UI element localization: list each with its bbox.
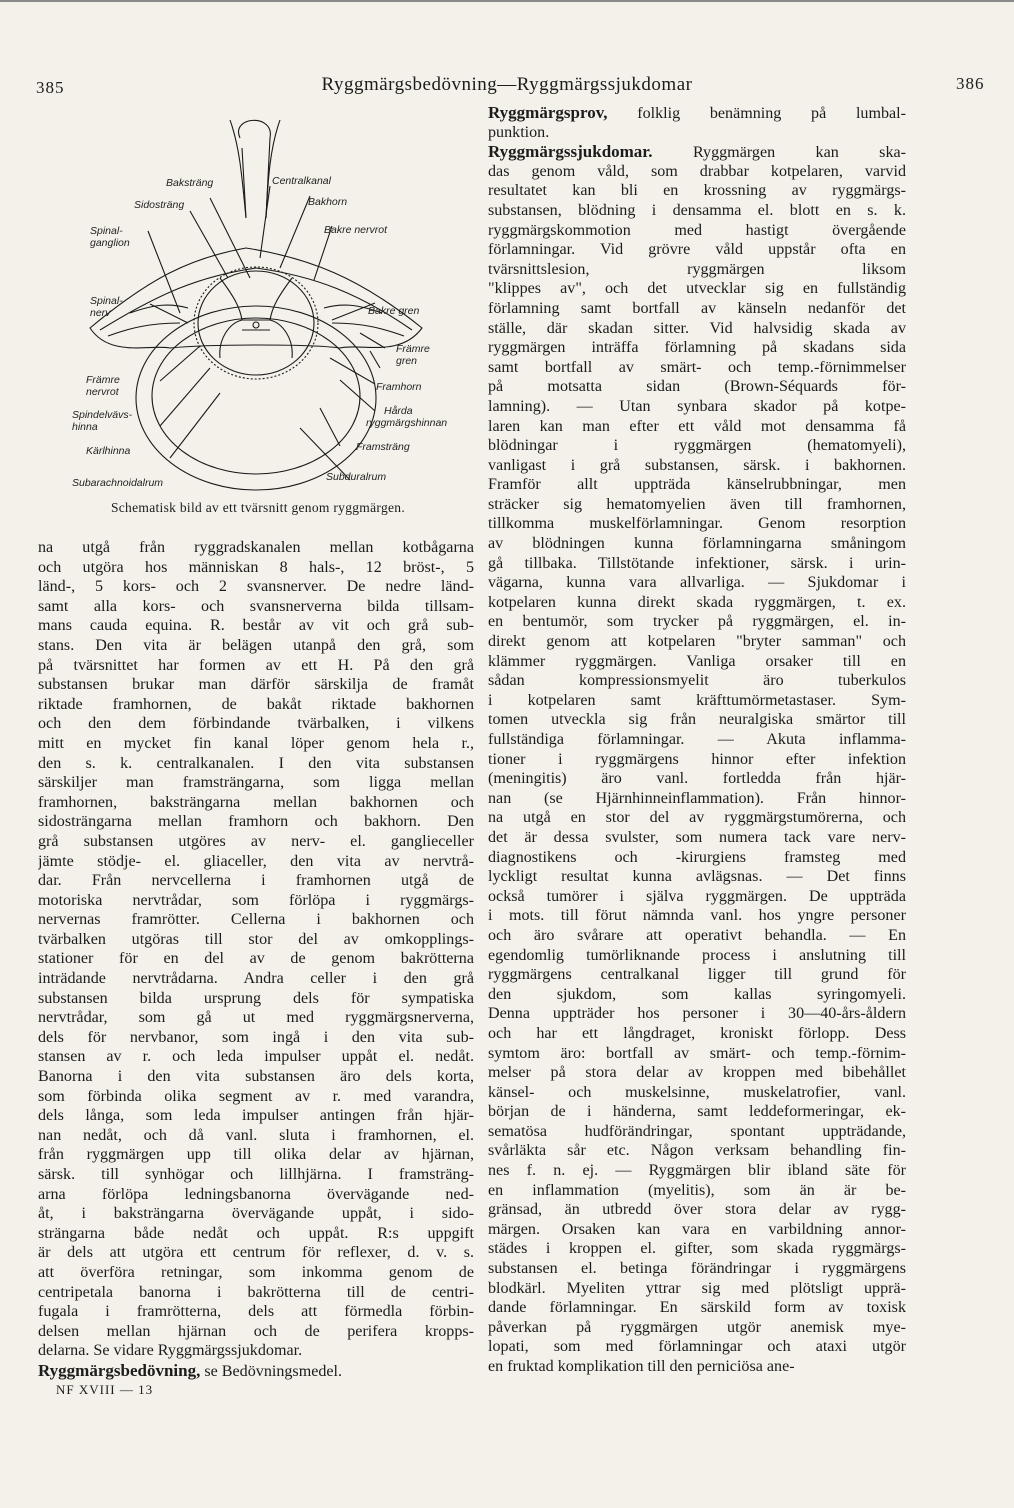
text-line: och har ett långdraget, kroniskt förlopp. Dess: [488, 1024, 906, 1042]
text-line: blodkärl. Myeliten yttrar sig med plötsligt upprä-: [488, 1279, 906, 1297]
entry-ryggmargssjukdomar: [488, 142, 906, 162]
text-line: en bentumör, som trycker på ryggmärgen, el. in-: [488, 613, 906, 631]
text-line: na utgå från ryggradskanalen mellan kotbågarna: [38, 539, 474, 556]
text-line: Banorna i den vita substansen äro dels korta,: [38, 1068, 474, 1086]
text-line: Denna uppträder hos personer i 30—40-års-åldern: [488, 1005, 906, 1023]
text-line: gränsad, än utbredd över stora delar av rygg-: [488, 1201, 906, 1219]
text-line: nervtrådar, som gå ut med ryggmärgsnerverna,: [38, 1009, 474, 1027]
left-text-column: [38, 538, 474, 1381]
text-line: känsel- och muskelsinne, muskelatrofier, vanl.: [488, 1083, 906, 1101]
text-line: tioner i ryggmärgens hinnor efter infektion: [488, 750, 906, 768]
label-framre-nervrot-1: Främre: [86, 374, 120, 386]
text-line: fugala i framrötterna, dels att förmedla förbin-: [38, 1303, 474, 1321]
text-line: nervernas framrötter. Cellerna i bakhornen och: [38, 911, 474, 929]
text-line: diagnostikens och -kirurgiens framsteg med: [488, 848, 906, 866]
label-bakhorn: Bakhorn: [308, 196, 348, 208]
entry-ryggmargsprov: [488, 103, 906, 123]
text-line: på motsatta sidan (Brown-Séquards för-: [488, 378, 906, 396]
text-line: tillkomma muskelförlamningar. Genom resorption: [488, 515, 906, 533]
label-framre-nervrot-2: nervrot: [86, 386, 119, 398]
spinal-cord-cross-section-figure: [70, 108, 470, 498]
text-line: ryggmärgen inträffa förlamning på skadans sida: [488, 339, 906, 357]
label-centralkanal: Centralkanal: [272, 175, 331, 187]
right-column-lines: [488, 162, 906, 1377]
text-line: grå substansen utgöres av nerv- el. ganglieceller: [38, 832, 474, 850]
text-line: förlamningar. Vid grövre våld uppstår ofta en: [488, 241, 906, 259]
text-line: blödningar i ryggmärgen (hematomyeli),: [488, 437, 906, 455]
text-line: arna förlöpa ledningsbanorna övervägande ned-: [38, 1185, 474, 1203]
label-spinalganglion-2: ganglion: [90, 237, 130, 249]
text-line: ryggmärgens centralkanal ligger till grund för: [488, 966, 906, 984]
page-number-left: 385: [36, 78, 65, 97]
text-line: strängarna både nedåt och uppåt. R:s uppgift: [38, 1224, 474, 1242]
text-line: punktion.: [488, 123, 550, 141]
text-line: som förbinda olika segment av r. med varandra,: [38, 1087, 474, 1105]
text-line: samt bortfall av smärt- och temp.-förnimmelser: [488, 358, 906, 376]
text-line: delsen mellan hjärnan och de perifera kropps-: [38, 1322, 474, 1340]
text-line: dande förlamningar. En särskild form av toxisk: [488, 1299, 906, 1317]
text-line: länd-, 5 kors- och 2 svansnerver. De nedre länd-: [38, 578, 474, 596]
text-line: vägarna, kunna vara allvarliga. — Sjukdomar i: [488, 574, 906, 592]
spinal-cord-diagram: [70, 108, 470, 498]
text-line: laren kan man efter ett våld mot densamma få: [488, 417, 906, 435]
text-line: stansen av r. och leda impulser uppåt el. nedåt.: [38, 1048, 474, 1066]
label-karlhinna: Kärlhinna: [86, 445, 131, 457]
label-spinalganglion-1: Spinal-: [90, 225, 123, 237]
text-line: sådan kompressionsmyelit äro tuberkulos: [488, 672, 906, 690]
text-line: stans. Den vita är belägen utanpå den grå, som: [38, 636, 474, 654]
label-bakstrang: Baksträng: [166, 177, 214, 189]
text-line: svårläkta sår etc. Någon verksam behandling fin-: [488, 1142, 906, 1160]
text-line: Framför allt uppträda känselrubbningar, men: [488, 476, 906, 494]
label-subarachnoidalrum: Subarachnoidalrum: [72, 477, 164, 489]
text-line: dels för nervbanor, som ingå i den vita sub-: [38, 1028, 474, 1046]
label-bakre-gren: Bakre gren: [368, 305, 420, 317]
text-line: symtom äro: bortfall av smärt- och temp.-förnim-: [488, 1044, 906, 1062]
text-line: är dels att utgöra ett centrum för reflexer, d. v. s.: [38, 1244, 474, 1262]
text-line: den s. k. centralkanalen. I den vita substansen: [38, 754, 474, 772]
text-line: kotpelaren kunna direkt skada ryggmärgen, t. ex.: [488, 593, 906, 611]
label-bakre-nervrot: Bakre nervrot: [324, 224, 388, 236]
text-line: gå tillbaka. Tillstötande infektioner, särsk. i urin-: [488, 554, 906, 572]
entry-term: Ryggmärgsbedövning,: [38, 1360, 201, 1380]
text-line: mans cauda equina. R. består av vit och grå sub-: [38, 617, 474, 635]
text-line: åt, i baksträngarna övervägande uppåt, i sido-: [38, 1205, 474, 1223]
text-line: sematösa hudförändringar, spontant uppträdande,: [488, 1122, 906, 1140]
page-number-right: 386: [956, 74, 985, 93]
text-line: också tumörer i själva ryggmärgen. De uppträda: [488, 887, 906, 905]
text-line: substansen brukar man därför särskilja de framåt: [38, 676, 474, 694]
text-line: nes f. n. ej. — Ryggmärgen blir ibland säte för: [488, 1162, 906, 1180]
text-line: påverkan på ryggmärgen utgör anemisk mye-: [488, 1318, 906, 1336]
text-line: märgen. Orsaken kan vara en varbildning annor-: [488, 1220, 906, 1238]
text-line: särskiljer man framsträngarna, som ligga mellan: [38, 774, 474, 792]
text-line: att överföra retningar, som inkomma genom de: [38, 1263, 474, 1281]
label-sidostrang: Sidosträng: [134, 199, 185, 211]
text-line: das genom våld, som drabbar kotpelaren, varvid: [488, 162, 906, 180]
label-harda-2: ryggmärgshinnan: [366, 417, 448, 429]
text-line: särsk. till synhögar och lillhjärna. I framsträng-: [38, 1166, 474, 1183]
text-line: lopati, som med förlamningar och ataxi utgör: [488, 1338, 906, 1356]
text-line: lamning). — Utan synbara skador på kotpe-: [488, 397, 906, 415]
text-line: lyckligt resultat kunna avlägsnas. — Det finns: [488, 868, 906, 886]
text-line: inträdande nervtrådarna. Andra celler i den grå: [38, 970, 474, 988]
label-framre-gren-2: gren: [396, 355, 418, 367]
label-subduralrum: Subduralrum: [326, 471, 387, 483]
text-line: och den dem förbindande tvärbalken, i vilkens: [38, 715, 474, 733]
text-line: av blödningen kunna förlamningarna småningom: [488, 535, 906, 553]
text-line: dar. Från nervcellerna i framhornen utgå de: [38, 872, 474, 890]
text-line: egendomlig tumörliknande process i anslutning till: [488, 946, 906, 964]
text-line: stationer för en del av de genom bakrötterna: [38, 950, 474, 968]
text-line: sträcker sig hematomyelien även till framhornen,: [488, 495, 906, 513]
text-line: resultatet kan bli en krossning av ryggmärgs-: [488, 182, 906, 200]
top-edge-rule: [0, 0, 1014, 2]
text-line: dels långa, som leda impulser antingen från hjär-: [38, 1107, 474, 1125]
text-line: från ryggmärgen upp till olika delar av hjärnan,: [38, 1146, 474, 1164]
label-spindelvavs-1: Spindelvävs-: [72, 409, 133, 421]
text-line: och utgöra hos människan 8 hals-, 12 bröst-, 5: [38, 558, 474, 576]
entry-ryggmargsbedovning: [38, 1361, 474, 1381]
entry-text: Ryggmärgen kan ska-: [652, 144, 906, 162]
signature-mark: NF XVIII — 13: [56, 1382, 154, 1397]
running-header-title: Ryggmärgsbedövning—Ryggmärgssjukdomar: [321, 74, 693, 95]
text-line: det är dessa svulster, som numera tack vare nerv-: [488, 828, 906, 846]
figure-caption: Schematisk bild av ett tvärsnitt genom ryggmärgen.: [110, 500, 406, 515]
text-line: ryggmärgskommotion med hastigt övergående: [488, 221, 906, 239]
text-line: tomen utveckla sig från neuralgiska smärtor till: [488, 711, 906, 729]
text-line: na utgå en stor del av ryggmärgstumörerna, och: [488, 809, 906, 827]
text-line: fullständiga förlamningar. — Akuta inflamma-: [488, 731, 906, 748]
text-line: början de i händerna, samt leddeformeringar, ek-: [488, 1103, 906, 1121]
label-framre-gren-1: Främre: [396, 343, 430, 355]
label-framstrang: Framsträng: [356, 441, 410, 453]
text-line: den sjukdom, som kallas syringomyeli.: [488, 985, 906, 1003]
entry-text: se Bedövningsmedel.: [200, 1362, 343, 1380]
text-line: i kotpelaren samt kräfttumörmetastaser. Sym-: [488, 691, 906, 709]
text-line: nan nedåt, och då vanl. sluta i framhornen, el.: [38, 1126, 474, 1144]
text-line: delarna. Se vidare Ryggmärgssjukdomar.: [38, 1342, 303, 1360]
text-line: i mots. till förut nämnda vanl. hos yngre personer: [488, 907, 906, 925]
entry-term: Ryggmärgsprov,: [488, 103, 608, 122]
text-line: samt alla kors- och svansnerverna bilda tillsam-: [38, 597, 474, 615]
text-line: substansen el. betinga förändringar i ryggmärgens: [488, 1260, 906, 1278]
text-line: jämte stödje- el. gliaceller, den vita av nervtrå-: [38, 852, 474, 870]
text-line: (meningitis) äro vanl. fortledda från hjär-: [488, 770, 906, 788]
text-line: mitt en mycket fin kanal löper genom hela r.,: [38, 734, 474, 752]
entry-text: folklig benämning på lumbal-: [607, 105, 906, 122]
label-spindelvavs-2: hinna: [72, 421, 98, 433]
text-line: en inflammation (myelitis), som än är be-: [488, 1181, 906, 1199]
label-spinalnerv-1: Spinal-: [90, 295, 123, 307]
text-line: tvärsnittslesion, ryggmärgen liksom: [488, 260, 906, 278]
text-line: centripetala banorna i bakrötterna till de centri-: [38, 1283, 474, 1301]
text-line: på tvärsnittet har formen av ett H. På den grå: [38, 656, 474, 674]
text-line: förlamning samt bortfall av känseln nedanför det: [488, 299, 906, 317]
text-line: "klippes av", och det utvecklar sig en fullständig: [488, 280, 906, 298]
text-line: riktade framhornen, de bakåt riktade bakhornen: [38, 695, 474, 713]
text-line: substansen, blödning i densamma el. blott en s. k.: [488, 201, 906, 219]
text-line: ställe, där skadan sitter. Vid halvsidig skada av: [488, 319, 906, 337]
text-line: melser på stora delar av kroppen med bibehållet: [488, 1064, 906, 1082]
text-line: en fruktad komplikation till den perniciösa ane-: [488, 1358, 795, 1375]
text-line: städes i kroppen el. gifter, som skada ryggmärgs-: [488, 1240, 906, 1258]
label-spinalnerv-2: nerv: [90, 307, 111, 319]
text-line: vanligast i grå substansen, särsk. i bakhornen.: [488, 456, 906, 474]
label-framhorn: Framhorn: [376, 381, 422, 393]
label-harda-1: Hårda: [384, 405, 413, 417]
text-line: och äro svårare att operativt behandla. — En: [488, 926, 906, 944]
text-line: tvärbalken utgöras till stor del av omkopplings-: [38, 930, 474, 948]
text-line: nan (se Hjärnhinneinflammation). Från hinnor-: [488, 789, 906, 807]
text-line: substansen bilda ursprung dels för sympatiska: [38, 989, 474, 1007]
right-text-column: [488, 103, 906, 1377]
entry-term: Ryggmärgssjukdomar.: [488, 142, 653, 162]
text-line: klämmer ryggmärgen. Vanliga orsaker till en: [488, 652, 906, 670]
text-line: motoriska nervtrådar, som förlöpa i ryggmärgs-: [38, 891, 474, 909]
text-line: sidosträngarna mellan framhorn och bakhorn. Den: [38, 813, 474, 831]
text-line: framhornen, baksträngarna mellan bakhornen och: [38, 793, 474, 811]
text-line: direkt genom att kotpelaren "bryter samman" och: [488, 633, 906, 651]
